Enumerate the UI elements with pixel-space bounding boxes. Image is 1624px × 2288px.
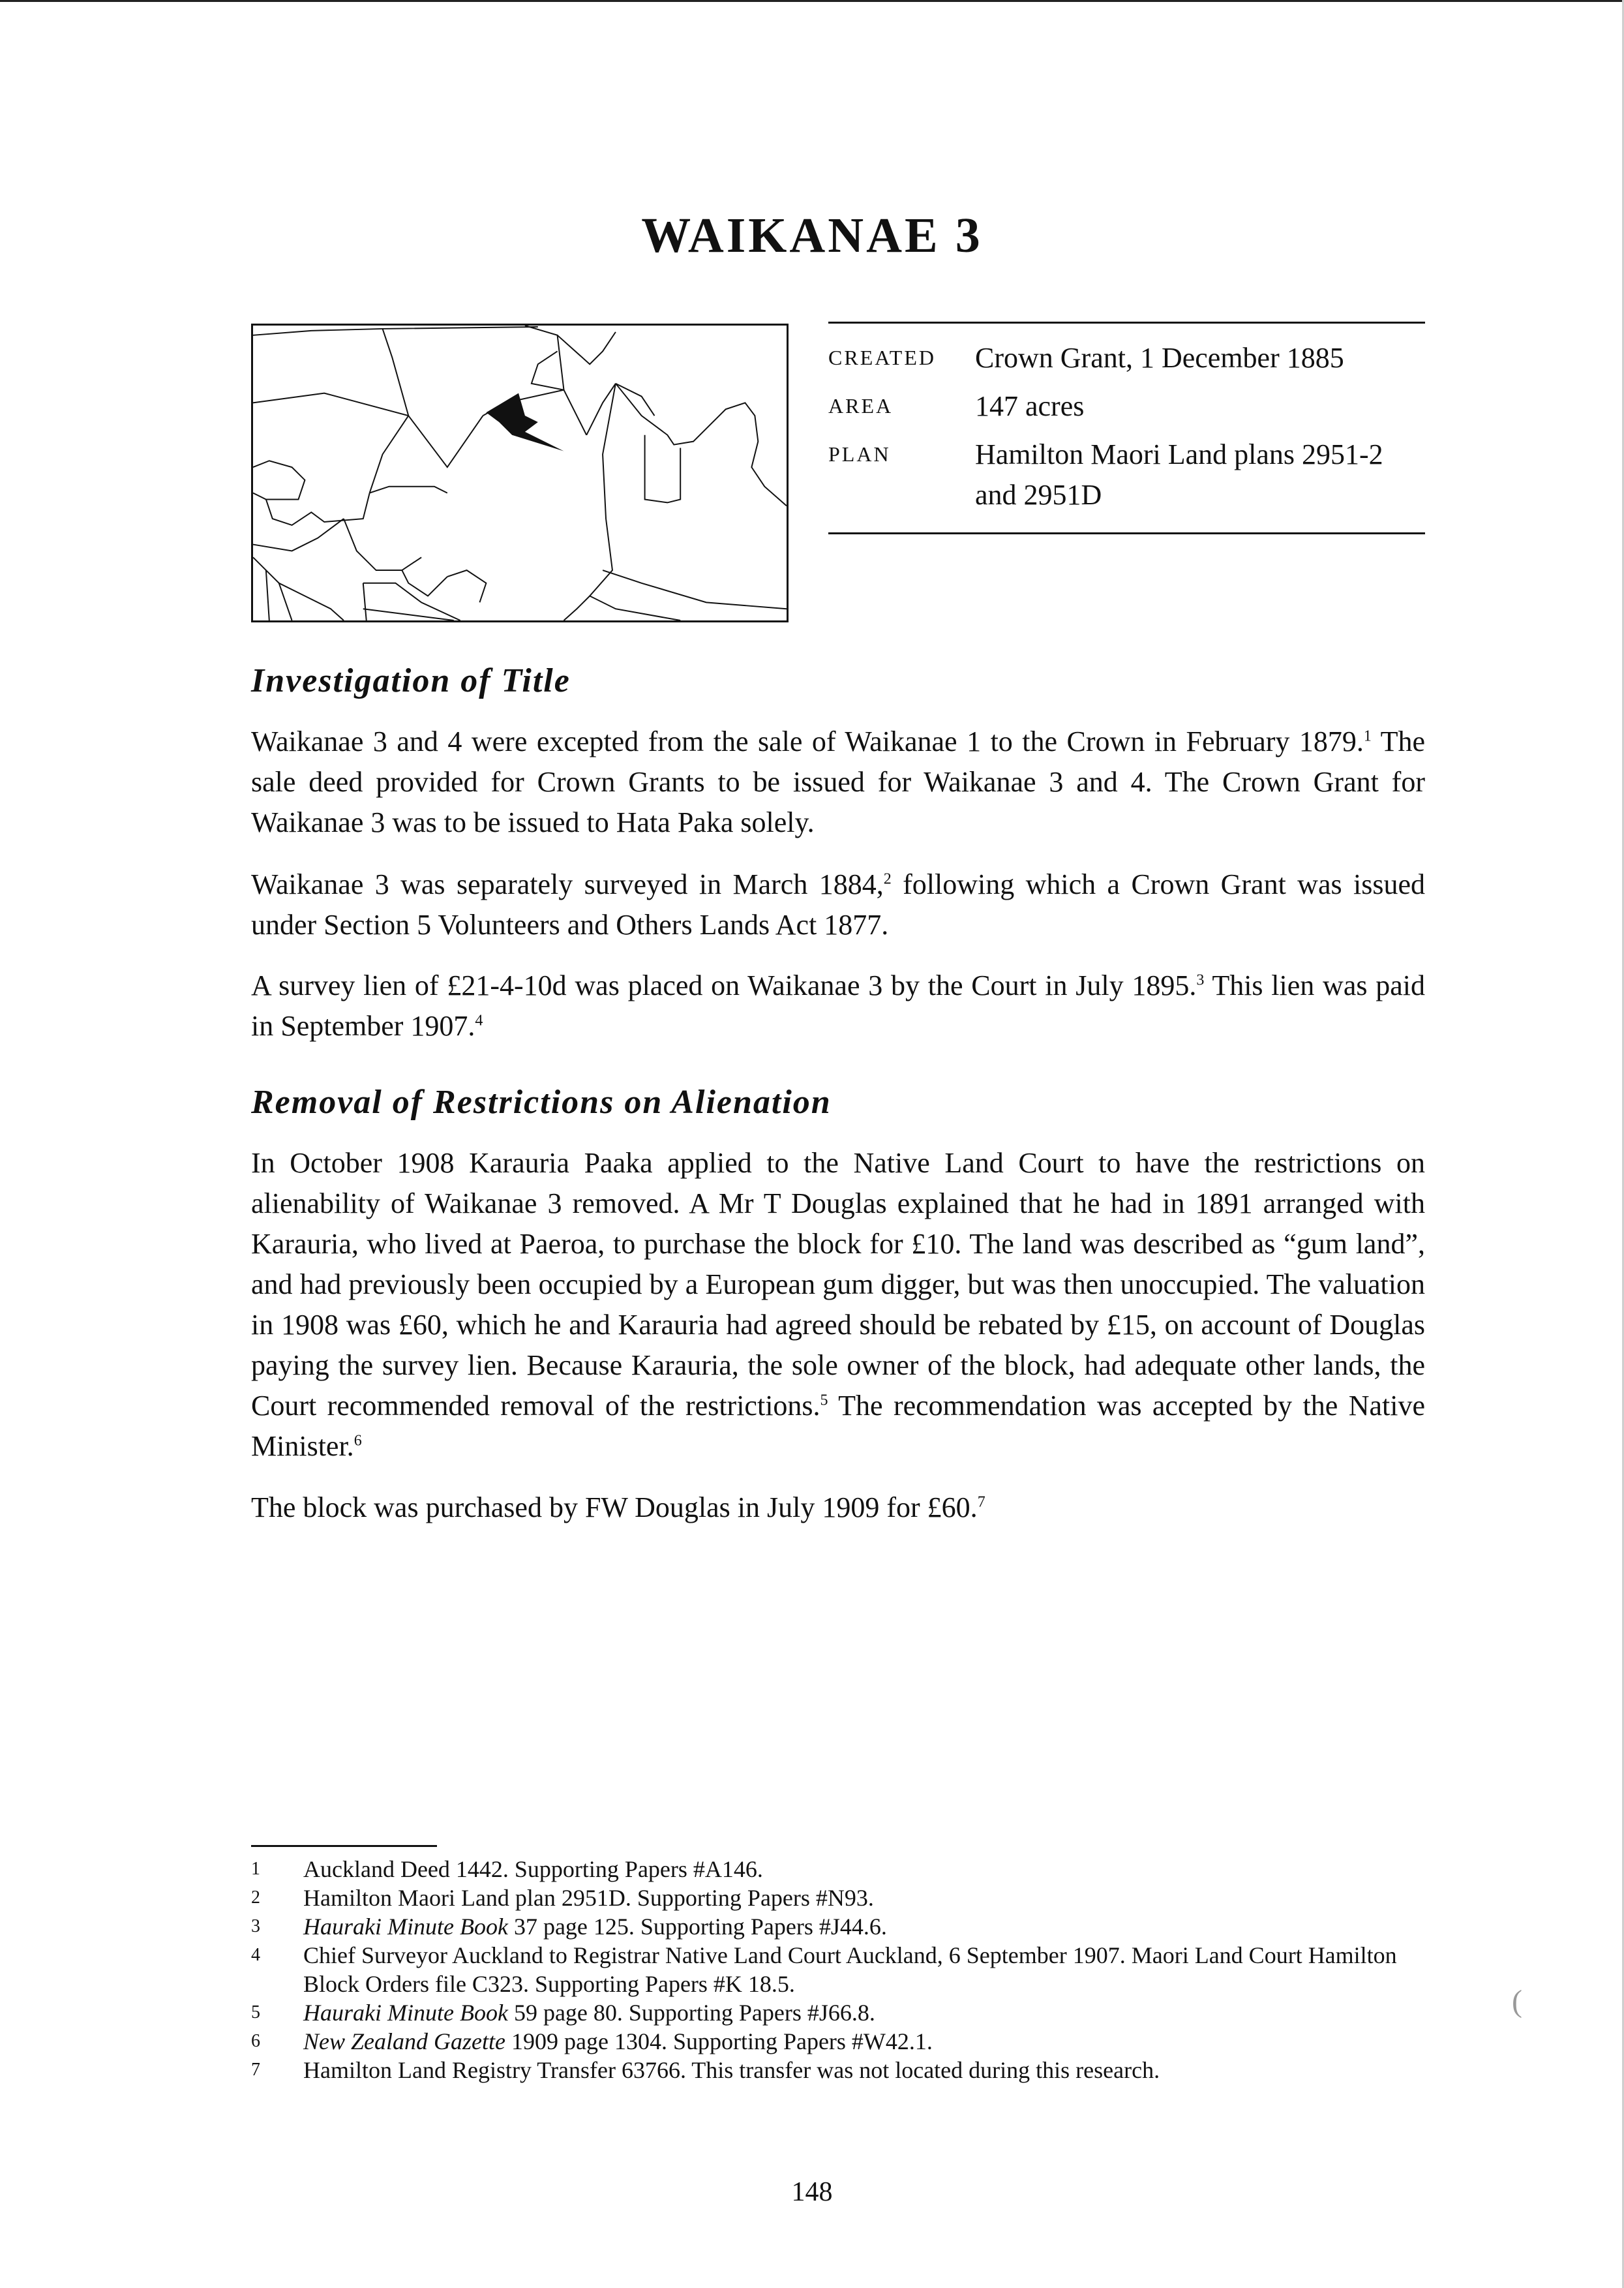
- paragraph: [251, 864, 1425, 945]
- page-number: 148: [791, 2177, 833, 2207]
- footnote: [251, 1998, 1425, 2027]
- info-value: Crown Grant, 1 December 1885: [975, 342, 1344, 374]
- footnote-ref: 5: [820, 1392, 828, 1409]
- section-heading-removal: Removal of Restrictions on Alienation: [251, 1084, 832, 1121]
- paragraph-text: In October 1908 Karauria Paaka applied to the Native Land Court to have the restrictions on alienability of Waikanae 3 removed. A Mr T Douglas explained that he had in 1891 arranged with Karauria, who lived at Paeroa, to purchase the block for £10. The land was described as “gum land”, and had previously been occupied by a European gum digger, but was then unoccupied. The valuation in 1908 was £60, which he and Karauria had agreed should be rebated by £15, on account of Douglas paying the survey lien. Because Karauria, the sole owner of the block, had adequate other lands, the Court recommended removal of the restrictions.: [251, 1147, 1425, 1422]
- footnote: [251, 1855, 1425, 1884]
- footnote-number: 6: [251, 2031, 260, 2051]
- footnote-ref: 3: [1196, 971, 1205, 989]
- footnotes: [251, 1855, 1425, 2084]
- footnote-detail: 37 page 125. Supporting Papers #J44.6.: [507, 1914, 887, 1940]
- footnote-number: 2: [251, 1887, 260, 1908]
- footnote: [251, 1884, 1425, 1912]
- paragraph: [251, 1143, 1425, 1467]
- paragraph-text: The sale deed provided for Crown Grants to be issued for Waikanae 3 and 4. The Crown Grant for Waikanae 3 was to be issued to Hata Paka solely.: [251, 725, 1425, 838]
- footnote-text: Hamilton Land Registry Transfer 63766. This transfer was not located during this research.: [303, 2057, 1160, 2083]
- footnote-ref: 6: [353, 1432, 362, 1450]
- footnote: [251, 1941, 1425, 1998]
- footnote-text: [303, 2027, 1425, 2056]
- footnote-text: Hamilton Maori Land plan 2951D. Supporting Papers #N93.: [303, 1885, 874, 1911]
- footnote-text: Chief Surveyor Auckland to Registrar Native Land Court Auckland, 6 September 1907. Maori Land Court Hamilton Block Orders file C323. Supporting Papers #K 18.5.: [303, 1942, 1397, 1997]
- paragraph-text: following which a Crown Grant was issued under Section 5 Volunteers and Others Lands Act 1877.: [251, 868, 1425, 941]
- footnote-ref: 7: [977, 1493, 985, 1511]
- block-info-table: [828, 322, 1425, 534]
- map-icon: [253, 326, 787, 620]
- footnote: [251, 2027, 1425, 2056]
- info-label: AREA: [828, 394, 894, 418]
- stray-scan-mark: (: [1512, 1984, 1522, 2019]
- paragraph-text: The recommendation was accepted by the Native Minister.: [251, 1390, 1425, 1462]
- block-location-map: [251, 324, 789, 622]
- footnote-number: 3: [251, 1916, 260, 1936]
- info-value: Hamilton Maori Land plans 2951-2 and 2951D: [975, 438, 1383, 511]
- footnote-ref: 2: [883, 870, 892, 888]
- footnote-ref: 1: [1363, 727, 1372, 745]
- footnote-text: [303, 1912, 1425, 1941]
- info-row-plan: [828, 435, 1425, 515]
- footnote: [251, 2056, 1425, 2084]
- footnote-source-title: Hauraki Minute Book: [303, 1914, 508, 1940]
- footnote-text: Auckland Deed 1442. Supporting Papers #A146.: [303, 1856, 763, 1882]
- info-label: CREATED: [828, 346, 936, 369]
- paragraph-text: Waikanae 3 was separately surveyed in March 1884,: [251, 868, 884, 900]
- page-title: WAIKANAE 3: [641, 208, 983, 263]
- footnote-number: 5: [251, 2002, 260, 2022]
- footnote-divider: [251, 1845, 437, 1847]
- footnote-detail: 59 page 80. Supporting Papers #J66.8.: [507, 2000, 875, 2026]
- footnote-source-title: New Zealand Gazette: [303, 2028, 505, 2054]
- footnote-detail: 1909 page 1304. Supporting Papers #W42.1.: [505, 2028, 933, 2054]
- info-row-created: [828, 338, 1425, 378]
- section-heading-investigation: Investigation of Title: [251, 662, 571, 699]
- paragraph: [251, 966, 1425, 1046]
- footnote: [251, 1912, 1425, 1941]
- footnote-number: 4: [251, 1945, 260, 1965]
- footnote-number: 7: [251, 2060, 260, 2080]
- footnote-ref: 4: [475, 1012, 483, 1030]
- paragraph-text: The block was purchased by FW Douglas in July 1909 for £60.: [251, 1491, 978, 1523]
- info-row-area: [828, 386, 1425, 427]
- paragraph: [251, 722, 1425, 843]
- footnote-number: 1: [251, 1859, 260, 1879]
- paragraph: [251, 1487, 1425, 1528]
- footnote-source-title: Hauraki Minute Book: [303, 2000, 508, 2026]
- paragraph-text: A survey lien of £21-4-10d was placed on Waikanae 3 by the Court in July 1895.: [251, 969, 1197, 1001]
- paragraph-text: Waikanae 3 and 4 were excepted from the sale of Waikanae 1 to the Crown in February 1879.: [251, 725, 1364, 757]
- paragraph-text: This lien was paid in September 1907.: [251, 969, 1425, 1042]
- info-value: 147 acres: [975, 390, 1085, 422]
- footnote-text: [303, 1998, 1425, 2027]
- page-top-border: [0, 0, 1624, 2]
- info-label: PLAN: [828, 442, 891, 466]
